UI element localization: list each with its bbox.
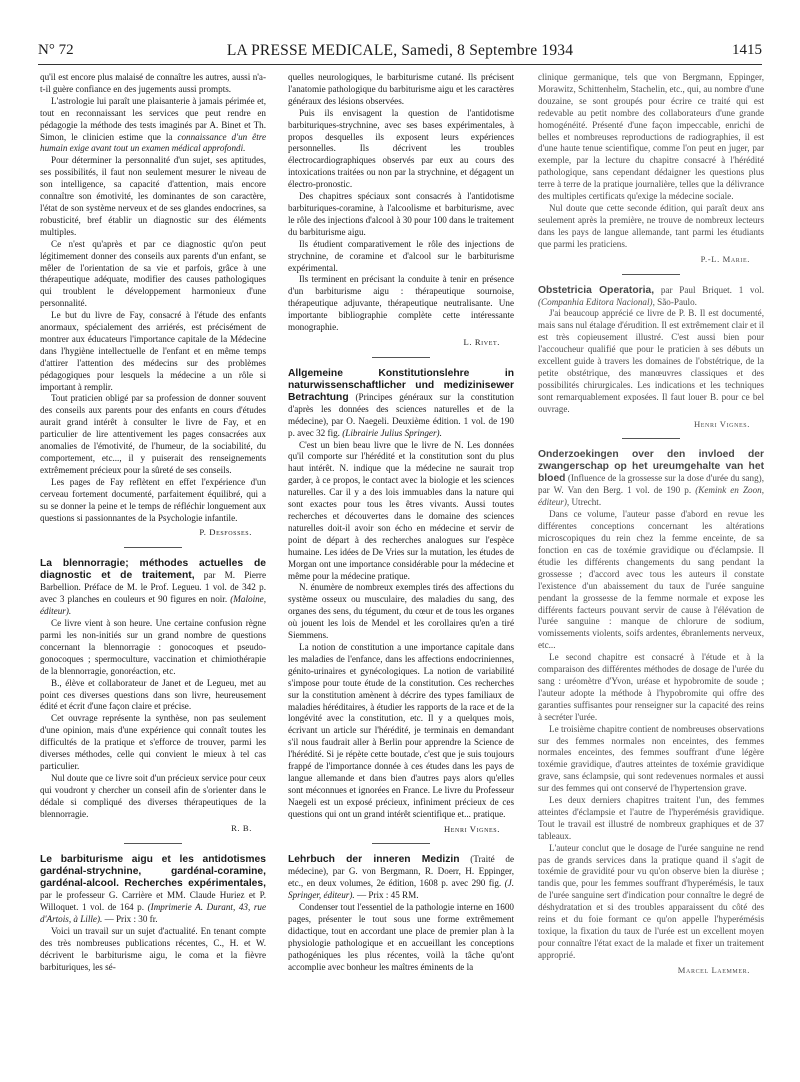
journal-title: LA PRESSE MEDICALE, Samedi, 8 Septembre 1934	[226, 42, 574, 59]
paragraph: Les deux derniers chapitres traitent l'un, des femmes atteintes d'éclampsie et l'autre de l'hyperémésis gravidique. Tout le travail est illustré de nombreux graphiques et de 37 tableaux.	[538, 795, 764, 841]
paragraph: J'ai beaucoup apprécié ce livre de P. B. Il est documenté, mais sans nul étalage d'érudition. Il est extrêmement clair et il est très copieusement illustré. C'est aussi bien pour l'accoucheur qualifié que pour le praticien à ses débuts un excellent guide à travers les domaines de l'obstétrique, de la petite obstétrique, des manœuvres classiques et des possibilités chirurgicales. Les indications et les techniques sont remarquablement exposées. Il faut louer B. pour ce bel ouvrage.	[538, 308, 764, 414]
review-signature: Henri Vignes.	[443, 823, 500, 834]
section-separator	[622, 274, 680, 275]
paragraph: Le but du livre de Fay, consacré à l'étude des enfants anormaux, spécialement des arriérés, est précisément de montrer aux éducateurs l'importance capitale de la Médecine dans l'hygiène intellectuelle de l'enfant et en même temps d'attirer l'attention des médecins sur des problèmes pédagogiques pour lesquels la médecine a un rôle si important à remplir.	[40, 310, 266, 392]
review-signature: L. Rivet.	[463, 336, 500, 347]
paragraph: N. énumère de nombreux exemples tirés des affections du système osseux ou musculaire, des maladies du sang, des organes des sens, du tégument, du cœur et de tous les organes où jouent les lois de Mendel et les corollaires qu'en a tiré Siemmens.	[288, 582, 514, 641]
paragraph: Des chapitres spéciaux sont consacrés à l'antidotisme barbituriques-coramine, à l'alcoolisme et barbiturisme, avec le rôle des injections d'alcool à 30 pour 100 dans le traitement du barbiturisme aigu.	[288, 191, 514, 237]
paragraph: L'auteur conclut que le dosage de l'urée sanguine ne rend pas de grands services dans la pratique quand il s'agit de toxémie de gravidité pour vu qu'on observe bien la diurèse ; tandis que, pour les femmes souffrant d'hyperémésis, le taux de l'urée sanguine sert d'indication pour connaître le degré de déshydratation et si des troubles apparaissent du côté des reins et du foie formant ce qu'on appelle l'hyperémésis toxique, la fixation du taux de l'urée est un excellent moyen pour connaître l'état exact de la malade et fixer un traitement approprié.	[538, 842, 764, 960]
section-separator	[372, 357, 430, 358]
header-rule	[38, 64, 762, 65]
review-heading: La blennorragie; méthodes actuelles de diagnostic et de traitement, par M. Pierre Barbellion. Préface de M. le Prof. Legueu. 1 vol. de 342 p. avec 3 planches en couleurs et 90 figures en noir. (Maloine, éditeur).	[40, 558, 266, 617]
paragraph: Ce n'est qu'après et par ce diagnostic qu'on peut légitimement donner des conseils aux parents d'un enfant, se mêler de l'orientation de sa vie et parfois, grâce à une thérapeutique adéquate, modifier des causes pathologiques qui troublent le développement harmonieux d'une personnalité.	[40, 238, 266, 309]
review-signature: Henri Vignes.	[693, 418, 750, 429]
review-heading: Le barbiturisme aigu et les antidotismes gardénal-strychnine, gardénal-coramine, gardénal-alcool. Recherches expérimentales, par le professeur G. Carrière et MM. Claude Huriez et P. Willoquet. 1 vol. de 164 p. (Imprimerie A. Durant, 43, rue d'Artois, à Lille). — Prix : 30 fr.	[40, 854, 266, 925]
page-number: 1415	[732, 42, 762, 58]
section-separator	[124, 547, 182, 548]
paragraph: Nul doute que ce livre soit d'un précieux service pour ceux qui voudront y chercher un conseil afin de s'orienter dans le dédale si compliqué des diverses thérapeutiques de la blennorragie.	[40, 772, 266, 819]
review-signature: P. Desfosses.	[199, 527, 252, 538]
section-separator	[124, 843, 182, 844]
review-heading: Allgemeine Konstitutionslehre in naturwissenschaftlicher und medizinisewer Betrachtung (Principes généraux sur la constitution d'après les données des sciences naturelles et de la médecine), par O. Naegeli. Deuxième édition. 1 vol. de 190 p. avec 32 fig. (Librairie Julius Springer).	[288, 367, 514, 438]
paragraph: Tout praticien obligé par sa profession de donner souvent des conseils aux parents pour des enfants en cours d'études aurait grand intérêt à consulter le livre de Fay, et en particulier de lire attentivement les pages consacrées aux anomalies de l'émotivité, de l'humeur, de la sociabilité, du comportement, etc..., il y puiserait des renseignements extrêmement précieux pour la sûreté de ses conseils.	[40, 393, 266, 475]
paragraph: Cet ouvrage représente la synthèse, non pas seulement d'une opinion, mais d'une expérience qui connaît toutes les difficultés de la pratique et s'efforce de trouver, parmi les diverses méthodes, celle qui convient le mieux à tel cas particulier.	[40, 713, 266, 771]
section-separator	[622, 438, 680, 439]
column-2	[288, 72, 514, 974]
review-heading: Obstetricia Operatoria, par Paul Briquet. 1 vol. (Companhia Editora Nacional), São-Paulo.	[538, 284, 765, 307]
paragraph: Ils étudient comparativement le rôle des injections de strychnine, de coramine et d'alcool sur le barbiturisme expérimental.	[288, 238, 514, 273]
paragraph: Dans ce volume, l'auteur passe d'abord en revue les différentes conceptions concernant les altérations microscopiques du rein chez la femme enceinte, de sa fonction en cas de toxémie gravidique ou d'éclampsie. Il étudie les différents changements du sang pendant la grossesse ; d'accord avec tous les auteurs il constate l'existence d'un abaissement du taux de l'urée sanguine pendant la grossesse de la femme normale et expose les différents facteurs pouvant servir de cause à l'élévation de l'urée sanguine : manque de chlorure de sodium, vomissements violents, soifs ardentes, ébranlements nerveux, etc...	[538, 509, 764, 651]
paragraph: L'astrologie lui paraît une plaisanterie à jamais périmée et, tout en reconnaissant les services que peut rendre en pédagogie la méthode des tests imaginés par A. Binet et Th. Simon, le clinicien estime que la connaissance d'un être humain exige avant tout un examen médical approfondi.	[40, 95, 266, 154]
paragraph: Ce livre vient à son heure. Une certaine confusion règne parmi les non-initiés sur un grand nombre de questions concernant la blennorragie : gonocoques et pseudo-gonocoques ; spermoculture, vaccination et chimiothérapie de la blennorragie, gonoréaction, etc.	[40, 618, 266, 676]
paragraph: B., élève et collaborateur de Janet et de Legueu, met au point ces diverses questions dans son livre, heureusement édité et écrit d'une façon claire et précise.	[40, 677, 266, 712]
paragraph: Le troisième chapitre contient de nombreuses observations sur des femmes normales non enceintes, des femmes normales enceintes, des femmes souffrant d'une légère toxémie gravidique, d'autres atteintes de toxémie gravidique grave, sans éclampsie, qui sont redevenues normales et aussi sur des femmes qui ont conservé de l'hypertension grave.	[538, 723, 764, 794]
paragraph: clinique germanique, tels que von Bergmann, Eppinger, Morawitz, Schittenhelm, Stachelin, etc., qui, au nombre d'une douzaine, se sont groupés pour écrire ce traité qui est redevable au petit nombre des collaborateurs d'une grande homogénéité. Présenté d'une façon impeccable, enrichi de belles et nombreuses reproductions de radiographies, il est d'une haute tenue scientifique, comme l'on peut en juger, par exemple, par la lecture du chapitre consacré à l'hérédité pathologique, sans cependant dédaigner les questions plus terre à terre de la pratique journalière, telles que la délivrance des multiples certificats qu'exige la médecine sociale.	[538, 72, 764, 202]
paragraph: Voici un travail sur un sujet d'actualité. En tenant compte des très nombreuses publications récentes, C., H. et W. décrivent le barbiturisme aigu, le coma et la fièvre barbituriques, les sé-	[40, 926, 266, 972]
paragraph: Ils terminent en précisant la conduite à tenir en présence d'un barbiturisme aigu : thérapeutique sournoise, thérapeutique adjuvante, thérapeutique neutralisante. Une importante bibliographie complète cette intéressante monographie.	[288, 274, 514, 333]
review-heading: Lehrbuch der inneren Medizin (Traité de médecine), par G. von Bergmann, R. Doerr, H. Eppinger, etc., en deux volumes, 2e édition, 1608 p. avec 290 fig. (J. Springer, éditeur). — Prix : 45 RM.	[288, 854, 514, 901]
column-1	[40, 72, 266, 974]
review-signature: P.-L. Marie.	[700, 253, 750, 264]
review-signature: R. B.	[231, 823, 252, 834]
paragraph: Le second chapitre est consacré à l'étude et à la comparaison des différentes méthodes de dosage de l'urée du sang : uréomètre d'Yvon, uréase et hypobromite de soude ; l'auteur adopte la méthode à l'hypobromite qui offre des garanties suffisantes pour renseigner sur la capacité des reins à secréter l'urée.	[538, 652, 764, 722]
issue-number: N° 72	[38, 42, 74, 58]
paragraph: La notion de constitution a une importance capitale dans les maladies de l'enfance, dans les affections endocriniennes, génito-urinaires et gynécologiques. La notion de variabilité s'impose pour toute étude de la constitution. Ces recherches sur la constitution amènent à décrire des types familiaux de maladies héréditaires, à étudier les rapports de la race et de la longévité avec la constitution, etc. Il y a quelques mois, écrivant un article sur l'hérédité, je terminais en demandant s'il nous faudrait aller à Berlin pour apprendre la Science de l'hérédité. Si je répète cette boutade, c'est que je suis toujours frappé de l'importance donnée à ces études dans les pays de langue allemande et dans bien d'autres pays alors qu'elles sont méconnues et ignorées en France. Le livre du Professeur Naegeli est un exposé précieux, infiniment précieux de ces questions qui ont un grand intérêt scientifique et... pratique.	[288, 641, 514, 819]
review-signature: Marcel Laemmer.	[677, 964, 750, 975]
review-heading: Onderzoekingen over den invloed der zwangerschap op het ureumgehalte van het bloed (Influence de la grossesse sur la dose d'urée du sang), par W. Van den Berg. 1 vol. de 190 p. (Kemink en Zoon, éditeur), Utrecht.	[538, 449, 764, 508]
section-separator	[372, 843, 430, 844]
column-3	[538, 72, 764, 980]
paragraph: quelles neurologiques, le barbiturisme cutané. Ils précisent l'anatomie pathologique du barbiturisme aigu et les caractères généraux des lésions observées.	[288, 72, 514, 106]
paragraph: Les pages de Fay reflètent en effet l'expérience d'un cerveau fortement documenté, parfaitement équilibré, qui a su se donner la peine et le temps de réfléchir longuement aux questions si passionnantes de la Psychologie infantile.	[40, 476, 266, 523]
paragraph: Pour déterminer la personnalité d'un sujet, ses aptitudes, ses possibilités, il faut non seulement mesurer le niveau de son intelligence, sa capacité d'attention, mais encore connaître son émotivité, les dominantes de son caractère, l'état de son système nerveux et de ses glandes endocrines, sa robusticité, bref établir un diagnostic sur des éléments multiples.	[40, 155, 266, 237]
paragraph: qu'il est encore plus malaisé de connaître les autres, aussi n'a-t-il guère confiance en des jugements aussi prompts.	[40, 72, 266, 94]
paragraph: Nul doute que cette seconde édition, qui paraît deux ans seulement après la première, ne trouve de nombreux lecteurs dans les pays de langue allemande, tant parmi les étudiants que parmi les praticiens.	[538, 202, 764, 249]
page-header	[38, 42, 762, 64]
paragraph: Puis ils envisagent la question de l'antidotisme barbituriques-strychnine, avec ses bases expérimentales, à propos desquelles ils exposent leurs expériences personnelles. Ils décrivent les troubles électrocardiographiques observés par eux au cours des intoxications traitées ou non par la strychnine, et dégagent un électro-pronostic.	[288, 107, 514, 190]
paragraph: Condenser tout l'essentiel de la pathologie interne en 1600 pages, présenter le tout sous une forme extrêmement didactique, tout en accordant une place de premier plan à la physiologie pathologique et en accueillant les conceptions pathogéniques les plus récentes, voilà la tâche qu'ont accomplie avec bonheur les maîtres éminents de la	[288, 902, 514, 972]
paragraph: C'est un bien beau livre que le livre de N. Les données qu'il comporte sur l'hérédité et la constitution sont du plus haut intérêt. N. indique que la médecine ne saurait trop garder, à ce propos, le contact avec la biologie et les sciences naturelles. Car il y a des lois immuables dans la nature qui sont exactes pour tous les êtres vivants. Aussi toutes recherches et découvertes dans le domaine des sciences naturelles doit-il avoir son écho en médecine et servir de point de départ à des recherches analogues sur l'espèce humaine. Les idées de De Vries sur la mutation, les études de Morgan ont une importance considérable pour la médecine et même pour la médecine pratique.	[288, 439, 514, 581]
